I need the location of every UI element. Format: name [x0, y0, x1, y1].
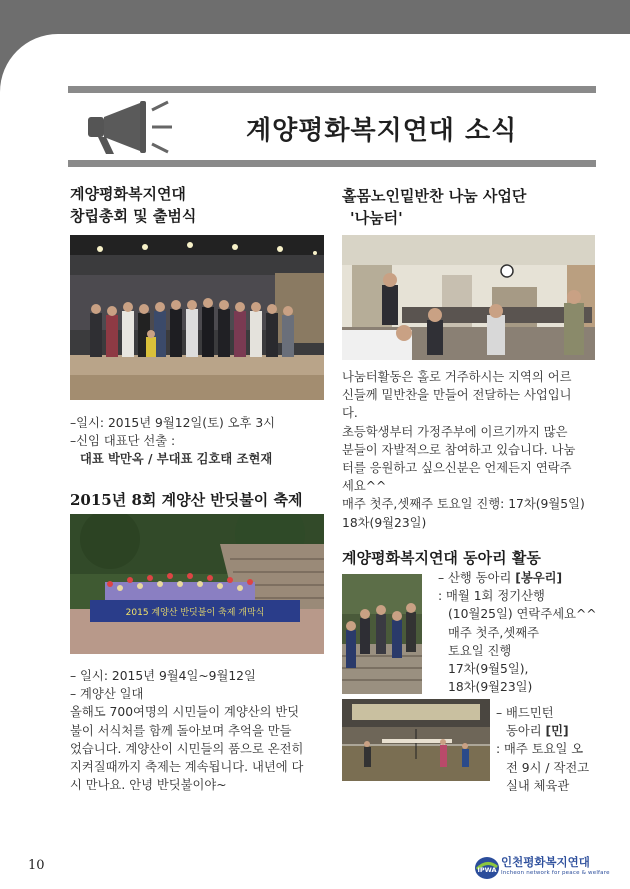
hiking-club-heading: [428, 569, 600, 587]
hiking-club-line: 17차(9월5일),: [448, 662, 529, 677]
badminton-club-heading: – 배드민턴: [496, 706, 554, 720]
firefly-line: – 일시: 2015년 9월4일~9월12일: [70, 669, 256, 683]
nanumteo-line: 터를 응원하고 싶으신분은 언제든지 연락주: [342, 461, 572, 476]
club-label: 동아리: [506, 724, 546, 739]
badminton-club-line: 전 9시 / 작전고: [506, 760, 590, 775]
hiking-club-line: 토요일 진행: [448, 643, 512, 658]
badminton-club-details: [496, 704, 602, 795]
founding-leaders: 대표 박만옥 / 부대표 김호태 조현재: [80, 452, 273, 467]
megaphone-icon: [84, 100, 176, 156]
badminton-club-line: 실내 체육관: [506, 778, 570, 793]
hiking-club-line: 매주 첫주,셋째주: [448, 625, 539, 640]
badminton-club-line: : 매주 토요일 오: [496, 742, 584, 757]
logo-text: 인천평화복지연대: [501, 855, 590, 869]
nanumteo-line: 나눔터활동은 홀로 거주하시는 지역의 어르: [342, 370, 572, 384]
header-divider: [68, 160, 596, 167]
firefly-line: – 계양산 일대: [70, 687, 144, 702]
page-title: 계양평화복지연대 소식: [246, 116, 518, 146]
hiking-club-photo: [342, 574, 422, 694]
firefly-line: 올해도 700여명의 시민들이 계양산의 반딧: [70, 705, 300, 720]
nanumteo-line: 매주 첫주,셋째주 토요일 진행: 17차(9월5일): [342, 497, 585, 512]
nanumteo-line: 세요^^: [342, 479, 387, 494]
hiking-club-details: [428, 569, 600, 696]
hiking-club-name: [봉우리]: [515, 571, 563, 585]
firefly-details: [70, 667, 332, 794]
nanumteo-line: 18차(9월23일): [342, 515, 427, 530]
nanumteo-photo: [342, 235, 595, 360]
founding-details: [70, 414, 330, 469]
title-line-1: 홀몸노인밑반찬 나눔 사업단: [342, 187, 527, 205]
nanumteo-line: 다.: [342, 406, 358, 421]
article-title-founding: [70, 183, 196, 227]
firefly-line: 었습니다. 계양산이 시민들의 품으로 온전히: [70, 741, 304, 756]
logo-mark-icon: [474, 855, 500, 881]
nanumteo-details: [342, 368, 598, 532]
organization-logo: [474, 853, 624, 883]
top-divider: [68, 86, 596, 93]
firefly-line: 지켜질때까지 축제는 계속됩니다. 내년에 다: [70, 760, 304, 775]
founding-ceremony-photo: [70, 235, 324, 400]
hiking-club-line: (10월25일) 연락주세요^^: [448, 607, 597, 622]
title-line-2: 창립총회 및 출범식: [70, 207, 197, 225]
badminton-club-name: [민]: [545, 724, 569, 739]
nanumteo-line: 초등학생부터 가정주부에 이르기까지 많은: [342, 424, 568, 439]
nanumteo-line: 신들께 밑반찬을 만들어 전달하는 사업입니: [342, 388, 572, 403]
founding-date: –일시: 2015년 9월12일(토) 오후 3시: [70, 416, 276, 430]
article-title-clubs: 계양평화복지연대 동아리 활동: [342, 549, 541, 567]
founding-election: –신임 대표단 선출 :: [70, 434, 176, 449]
title-line-2: '나눔터': [350, 209, 403, 227]
festival-banner-text: 2015 계양산 반딧불이 축제 개막식: [125, 608, 265, 618]
badminton-club-photo: [342, 699, 490, 781]
firefly-festival-photo: [70, 514, 324, 654]
page-number: 10: [28, 858, 45, 873]
nanumteo-line: 분들이 자발적으로 참여하고 있습니다. 나눔: [342, 442, 576, 457]
article-title-nanumteo: [342, 185, 526, 229]
firefly-line: 시 만나요. 안녕 반딧불이야~: [70, 778, 227, 793]
hiking-club-line: 18차(9월23일): [448, 680, 533, 695]
firefly-line: 불이 서식처를 함께 돌아보며 추억을 만들: [70, 723, 292, 738]
logo-subtitle: Incheon network for peace & welfare: [501, 870, 610, 876]
article-title-firefly: 2015년 8회 계양산 반딧불이 축제: [70, 491, 303, 509]
logo-mark-text: IPWA: [477, 866, 497, 874]
badminton-club-heading-2: [496, 722, 602, 740]
title-line-1: 계양평화복지연대: [70, 185, 186, 203]
club-label: – 산행 동아리: [438, 571, 516, 585]
hiking-club-line: : 매월 1회 정기산행: [438, 589, 545, 604]
